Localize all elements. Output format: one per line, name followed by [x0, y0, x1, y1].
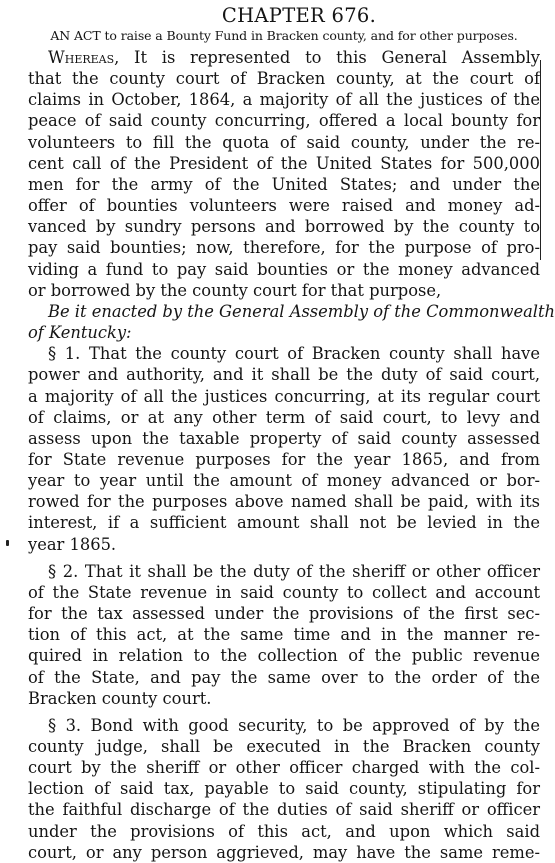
section-1-line: for State revenue purposes for the year 1865, and from — [28, 449, 540, 469]
enacting-clause — [28, 301, 555, 343]
preamble-line: offer of bounties volunteers were raised and money ad- — [28, 196, 540, 216]
section-1-line: rowed for the purposes above named shall be paid, with its — [28, 492, 540, 512]
section-1-line: year 1865. — [28, 534, 117, 554]
chapter-title: CHAPTER 676. — [221, 4, 377, 27]
section-3 — [28, 715, 540, 863]
preamble-line: peace of said county concurring, offered a local bounty for — [28, 111, 540, 131]
section-1-line: year to year until the amount of money advanced or bor- — [28, 471, 540, 491]
section-1-line: § 1. That the county court of Bracken county shall have — [48, 344, 540, 364]
preamble-line: volunteers to fill the quota of said county, under the re- — [28, 132, 540, 152]
section-2-line: tion of this act, at the same time and in the manner re- — [28, 625, 540, 645]
enacting-line: of Kentucky: — [28, 323, 132, 343]
section-3-line: lection of said tax, payable to said county, stipulating for — [28, 779, 540, 799]
preamble-line: claims in October, 1864, a majority of all the justices of the — [28, 90, 540, 110]
section-1-line: power and authority, and it shall be the duty of said court, — [28, 365, 540, 385]
section-2-line: quired in relation to the collection of the public revenue — [28, 646, 540, 666]
preamble-line: or borrowed by the county court for that purpose, — [28, 280, 442, 300]
preamble-line: viding a fund to pay said bounties or the money advanced — [28, 259, 540, 279]
section-1-line: a majority of all the justices concurring, at its regular court — [28, 386, 540, 406]
section-2 — [28, 561, 540, 709]
section-2-line: for the tax assessed under the provisions of the first sec- — [28, 604, 540, 624]
section-1 — [28, 343, 540, 555]
preamble-line: cent call of the President of the United States for 500,000 — [28, 153, 540, 173]
section-2-line: of the State revenue in said county to collect and account — [28, 582, 540, 602]
preamble-line: vanced by sundry persons and borrowed by the county to — [28, 217, 540, 237]
section-2-line: § 2. That it shall be the duty of the sheriff or other officer — [48, 561, 540, 581]
section-1-line: assess upon the taxable property of said county assessed — [28, 428, 540, 448]
margin-rule — [540, 60, 541, 260]
section-1-line: of claims, or at any other term of said court, to levy and — [28, 407, 540, 427]
document-page — [28, 4, 555, 863]
act-title: AN ACT to raise a Bounty Fund in Bracken county, and for other purposes. — [50, 28, 518, 43]
section-2-line: of the State, and pay the same over to the order of the — [28, 667, 540, 687]
section-3-line: county judge, shall be executed in the Bracken county — [28, 737, 540, 756]
margin-ink-mark — [6, 540, 9, 546]
preamble-line-text: It is represented to this General Assembly — [119, 48, 540, 67]
preamble-line — [28, 47, 540, 68]
preamble-lead-word: Whereas, — [48, 48, 120, 67]
section-1-line: interest, if a sufficient amount shall not be levied in the — [28, 513, 540, 533]
section-3-line: the faithful discharge of the duties of said sheriff or officer — [28, 800, 540, 820]
preamble-line: pay said bounties; now, therefore, for the purpose of pro- — [28, 238, 540, 258]
preamble-line: men for the army of the United States; and under the — [28, 174, 540, 194]
section-3-line: court, or any person aggrieved, may have the same reme- — [28, 842, 540, 862]
section-2-line: Bracken county court. — [28, 688, 212, 708]
section-3-line: court by the sheriff or other officer charged with the col- — [28, 758, 540, 778]
enacting-line: Be it enacted by the General Assembly of the Commonwealth — [48, 301, 555, 321]
section-3-line: § 3. Bond with good security, to be approved of by the — [48, 715, 540, 735]
section-3-line: under the provisions of this act, and upon which said — [28, 821, 540, 841]
preamble-paragraph — [28, 47, 540, 301]
preamble-line: that the county court of Bracken county, at the court of — [28, 69, 540, 89]
